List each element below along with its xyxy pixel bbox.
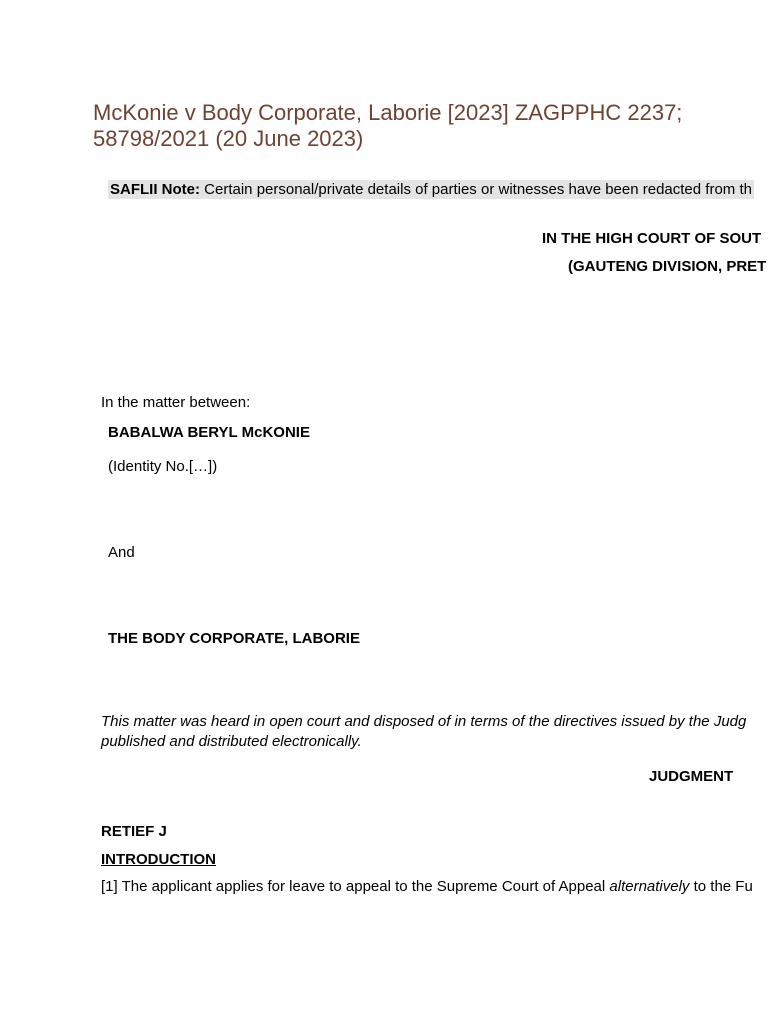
judge-name: RETIEF J [101,823,167,840]
saflii-note [108,180,754,199]
section-heading-introduction: INTRODUCTION [101,851,216,868]
matter-between-label: In the matter between: [101,394,251,411]
court-name: IN THE HIGH COURT OF SOUT [542,230,762,247]
paragraph-1 [101,877,753,896]
paragraph-1-text: [1] The applicant applies for leave to appeal to the Supreme Court of Appeal [101,878,610,895]
heard-notice-line-1: This matter was heard in open court and disposed of in terms of the directives issued by the Judg [101,713,747,730]
applicant-identity: (Identity No.[…]) [108,458,218,475]
court-division: (GAUTENG DIVISION, PRET [568,258,767,275]
saflii-note-label: SAFLII Note: [110,181,200,198]
paragraph-1-emphasis: alternatively [609,878,690,895]
page-title: McKonie v Body Corporate, Laborie [2023] ZAGPPHC 2237; 58798/2021 (20 June 2023) [93,100,683,151]
heard-notice-line-2: published and distributed electronically. [101,733,362,750]
parties-conjunction: And [108,544,135,561]
respondent-name: THE BODY CORPORATE, LABORIE [108,630,360,647]
judgment-heading: JUDGMENT [649,768,734,785]
saflii-note-text: Certain personal/private details of parties or witnesses have been redacted from th [200,181,752,198]
applicant-name: BABALWA BERYL McKONIE [108,424,310,441]
paragraph-1-text-tail: to the Fu [689,878,753,895]
